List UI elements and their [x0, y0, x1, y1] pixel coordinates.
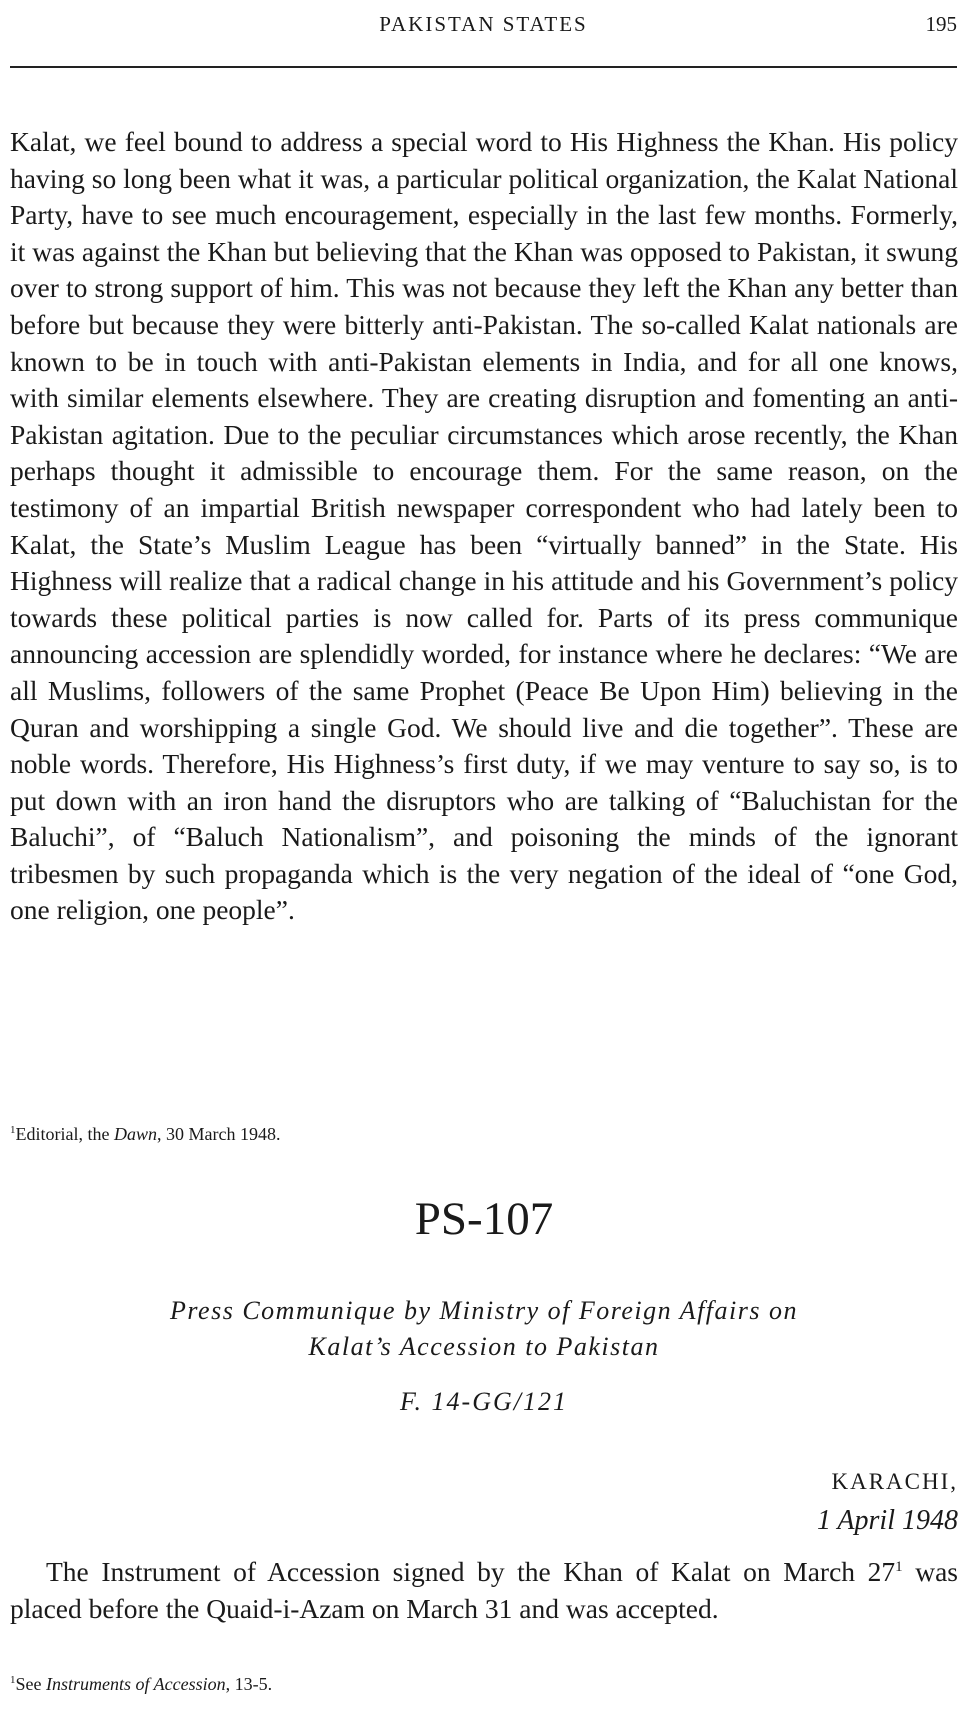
- document-number: PS-107: [414, 1193, 554, 1245]
- document-title-line1: Press Communique by Ministry of Foreign Affairs on: [170, 1296, 798, 1325]
- footnote-italic: Instruments of Accession: [46, 1674, 226, 1694]
- footnote-instruments: [10, 1674, 272, 1695]
- footnote-prefix: See: [15, 1674, 46, 1694]
- document-title: [0, 1293, 968, 1365]
- footnote-marker: 1: [10, 1124, 16, 1136]
- communique-text-part1: The Instrument of Accession signed by the Khan of Kalat on March 27: [46, 1556, 896, 1587]
- communique-text: [10, 1554, 958, 1627]
- communique-text-part2: was placed before the Quaid-i-Azam on March 31 and was accepted.: [10, 1556, 958, 1624]
- footnote-editorial: [10, 1124, 280, 1145]
- file-reference: F. 14-GG/121: [400, 1387, 568, 1416]
- page-header: [10, 12, 957, 42]
- running-head-title: PAKISTAN STATES: [379, 12, 588, 36]
- dateline-date: 1 April 1948: [816, 1505, 958, 1536]
- page-number: 195: [925, 12, 957, 36]
- communique-footnote-marker: 1: [895, 1558, 903, 1575]
- footnote-marker: 1: [10, 1674, 16, 1686]
- footnote-suffix: , 30 March 1948.: [157, 1124, 281, 1144]
- document-title-line2: Kalat’s Accession to Pakistan: [308, 1332, 660, 1361]
- body-paragraph: Kalat, we feel bound to address a special word to His Highness the Khan. His policy having so long been what it was, a particular political organization, the Kalat National Party, have to see much encouragement, especially in the last few months. Formerly, it was against the Khan but believing that the Khan was opposed to Pakistan, it swung over to strong support of him. This was not because they left the Khan any better than before but because they were bitterly anti-Pakistan. The so-called Kalat nationals are known to be in touch with anti-Pakistan elements in India, and for all one knows, with similar elements elsewhere. They are creating disruption and fomenting an anti-Pakistan agitation. Due to the peculiar circumstances which arose recently, the Khan perhaps thought it admissible to encourage them. For the same reason, on the testimony of an impartial British newspaper correspondent who had lately been to Kalat, the State’s Muslim League has been “virtually banned” in the State. His Highness will realize that a radical change in his attitude and his Government’s policy towards these political parties is now called for. Parts of its press communique announcing accession are splendidly worded, for instance where he declares: “We are all Muslims, followers of the same Prophet (Peace Be Upon Him) believing in the Quran and worshipping a single God. We should live and die together”. These are noble words. Therefore, His Highness’s first duty, if we may venture to say so, is to put down with an iron hand the disruptors who are talking of “Baluchistan for the Baluchi”, of “Baluch Nationalism”, and poisoning the minds of the ignorant tribesmen by such propaganda which is the very negation of the ideal of “one God, one religion, one people”.: [10, 126, 958, 926]
- dateline-place: KARACHI,: [831, 1469, 958, 1494]
- footnote-italic: Dawn: [113, 1124, 157, 1144]
- header-rule: [10, 66, 957, 68]
- footnote-suffix: , 13-5.: [225, 1674, 273, 1694]
- footnote-prefix: Editorial, the: [15, 1124, 114, 1144]
